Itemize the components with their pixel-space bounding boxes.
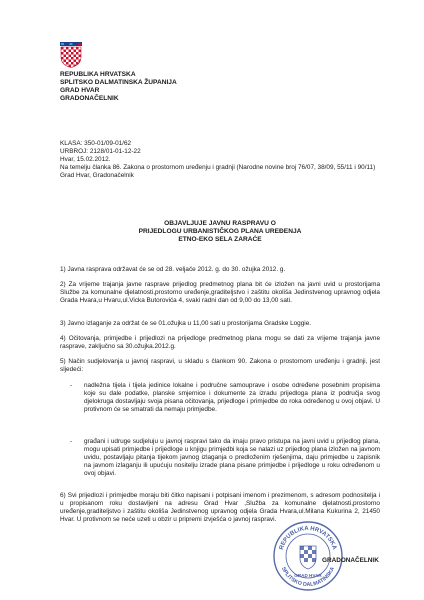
crest-check — [66, 62, 69, 65]
stamp-center-text: GRAD HVAR — [294, 573, 322, 578]
crest-check — [61, 57, 64, 60]
paragraph-4: 4) Očitovanja, primjedbe i prijedlozi na prijedloge predmetnog plana mogu se dati za vrijeme trajanja javne rasprave, zaključno sa 30.ožujka.2012.g. — [60, 335, 380, 351]
signatory-title: GRADONAČELNIK — [322, 557, 379, 564]
paragraph-5: 5) Način sudjelovanja u javnoj raspravi, u skladu s člankom 90. Zakona o prostornom uređenju i gradnji, jest sljedeći: — [60, 358, 380, 374]
urbroj: URBROJ: 2128/01-01-12-22 — [60, 147, 141, 155]
issuer-header — [60, 71, 177, 103]
crest-check — [69, 50, 72, 53]
reference-block — [60, 140, 380, 180]
crest-check — [66, 52, 69, 55]
crest-check — [76, 47, 79, 50]
document-date: Hvar, 15.02.2012. — [60, 155, 111, 163]
bullet-marker: - — [70, 382, 73, 389]
header-city: GRAD HVAR — [60, 87, 100, 95]
crest-check — [69, 55, 72, 58]
title-line-3: ETNO-EKO SELA ZARAĆE — [178, 236, 262, 244]
header-country: REPUBLIKA HRVATSKA — [60, 71, 136, 78]
crest-check — [76, 57, 79, 60]
title-line-1: OBJAVLJUJE JAVNU RASPRAVU O — [164, 220, 276, 227]
list-item — [70, 438, 380, 478]
paragraph-3: 3) Javno izlaganje za održat će se 01.ožujka u 11,00 sati u prostorijama Gradske Loggie. — [60, 320, 312, 327]
crest-check — [74, 55, 77, 58]
crest-check — [64, 60, 67, 63]
crest-check — [69, 65, 72, 68]
document-title — [60, 220, 380, 245]
crest-check — [71, 62, 74, 65]
crest-check — [76, 52, 79, 55]
list-item — [70, 382, 380, 414]
crest-check — [71, 52, 74, 55]
paragraph-1: 1) Javna rasprava održavat će se od 28. veljače 2012. g. do 30. ožujka 2012. g. — [60, 266, 286, 273]
header-office: GRADONAČELNIK — [60, 95, 119, 103]
crest-check — [79, 55, 82, 58]
paragraph-2: 2) Za vrijeme trajanja javne rasprave prijedlog predmetnog plana bit će izložen na javni uvid u prostorijama Službe za komunalne djelatnosti,prostorno uređenje,graditeljstvo i zaštitu okoliša Jedinstvenog upravnog odjela Grada Hvara,u Hvaru,ul.Vicka Butorovića 4, svaki radni dan od 9,00 do 13,00 sati. — [60, 281, 380, 305]
paragraph-6: 6) Svi prijedlozi i primjedbe moraju biti čitko napisani i potpisani imenom i prezimenom, s adresom podnositelja i u propisanom roku dostavljeni na adresu Grad Hvar ,Služba za komunalne djelatnosti,prostorno uređenje,graditeljstvo i zaštitu okoliša Jedinstvenog upravnog odjela Grada Hvara,ul.Milana Kukurina 2, 21450 Hvar. U protivnom se neće uzeti u obzir u pripremi izvješća o javnoj raspravi. — [60, 492, 380, 524]
crest-check — [66, 47, 69, 50]
crest-check — [71, 47, 74, 50]
stamp-bottom-text: SPLITSKO DALMATINSKA — [279, 566, 337, 589]
crest-check — [74, 60, 77, 63]
bullet-marker: - — [70, 438, 73, 445]
crest-check — [69, 60, 72, 63]
crest-check — [74, 50, 77, 53]
stamp-top-text: REPUBLIKA HRVATSKA — [278, 525, 338, 551]
header-county: SPLITSKO DALMATINSKA ŽUPANIJA — [60, 79, 177, 87]
klasa: KLASA: 350-01/09-01/62 — [60, 140, 132, 147]
list-item-text: nadležna tijela i tijela jedinice lokalne i područne samouprave i osobe određene posebnim propisima koje su dale podatke, planske smjernice i dokumente za izradu prijedloga plana iz područja svog djelokruga dostavljaju svoja pisana očitovanja, prijedloge i primjedbe do roka određenog u ovoj objavi. U protivnom će se smatrati da nemaju primjedbe. — [84, 382, 380, 414]
crest-check — [66, 57, 69, 60]
crest-check — [61, 47, 64, 50]
list-item-text: građani i udruge sudjeluju u javnoj raspravi tako da imaju pravo pristupa na javni uvid u prijedlog plana, mogu upisati primjedbe i prijedloge u knjigu primjedbi koja se nalazi uz prijedlog plana izložen na javnom uvidu, postavljaju pitanja tijekom javnog izlaganja o predloženim rješenjima, daju primjedbe u zapisnik na javnom izlaganju ili upućuju nositelju izrade plana pisane primjedbe i prijedloge u roku određenom u ovoj objavi. — [84, 438, 380, 478]
title-line-2: PRIJEDLOGU URBANISTIČKOG PLANA UREĐENJA — [138, 228, 302, 236]
crest-check — [64, 50, 67, 53]
crest-check — [79, 65, 82, 68]
crest-check — [64, 55, 67, 58]
crest-check — [61, 52, 64, 55]
croatia-coat-of-arms-icon — [60, 42, 82, 68]
crest-check — [71, 57, 74, 60]
official-stamp-icon — [272, 520, 344, 592]
legal-basis: Na temelju članka 86. Zakona o prostornom uređenju i gradnji (Narodne novine broj 76/07, 38/09, 55/11 i 90/11) Grad Hvar, Gradonačelnik — [60, 163, 376, 179]
crest-check — [79, 50, 82, 53]
